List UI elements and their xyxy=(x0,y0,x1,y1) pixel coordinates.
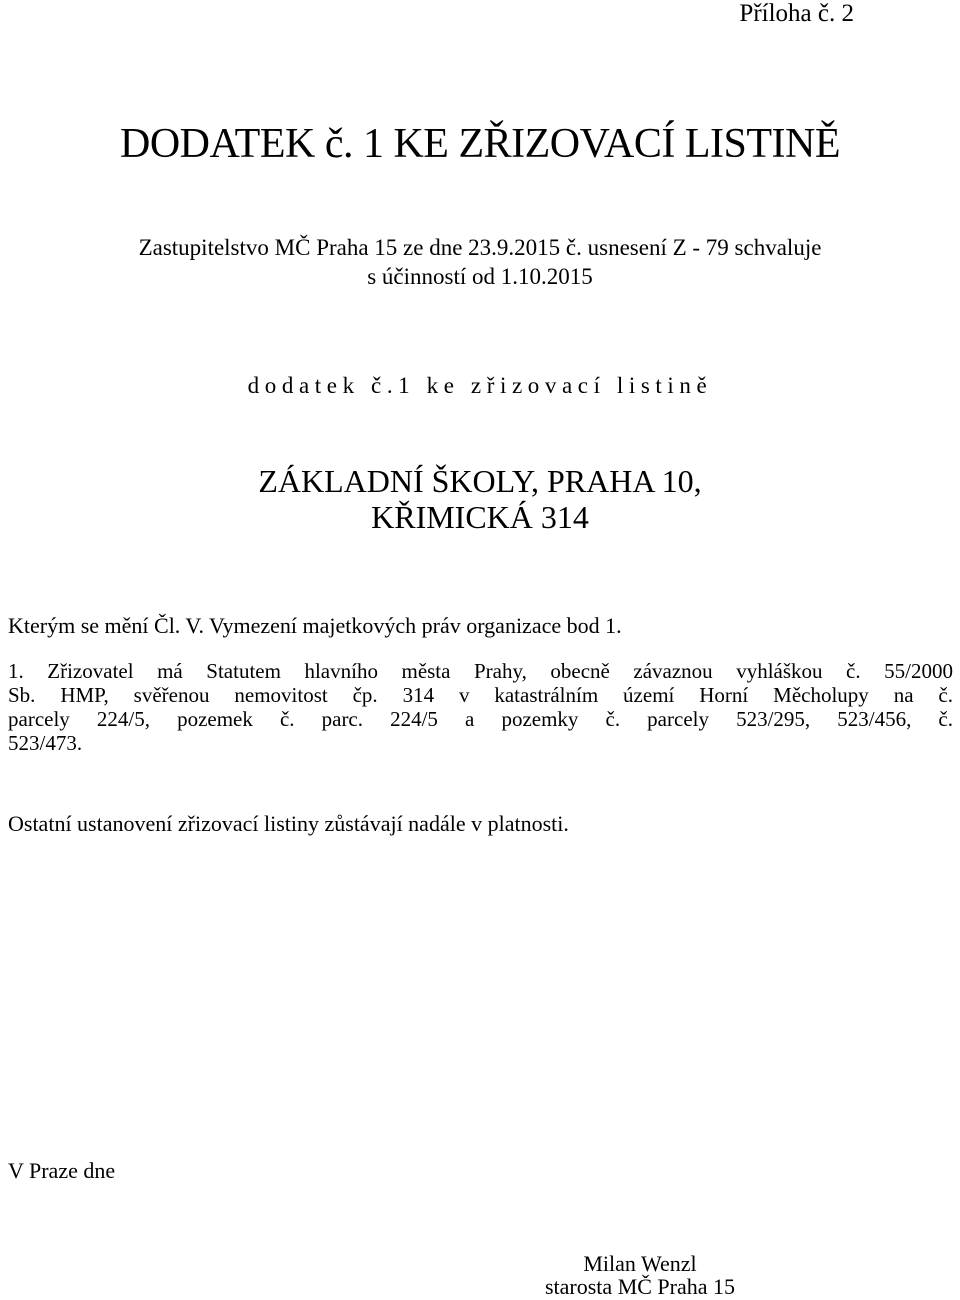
approval-line-1: Zastupitelstvo MČ Praha 15 ze dne 23.9.2015 č. usnesení Z - 79 schvaluje xyxy=(138,235,822,260)
amendment-heading: dodatek č.1 ke zřizovací listině xyxy=(247,373,713,398)
signatory-block xyxy=(530,1252,750,1298)
appendix-label: Příloha č. 2 xyxy=(739,0,854,27)
place-date: V Praze dne xyxy=(8,1158,116,1183)
signatory-name: Milan Wenzl xyxy=(583,1251,697,1276)
change-intro: Kterým se mění Čl. V. Vymezení majetkových práv organizace bod 1. xyxy=(8,613,622,638)
change-line-3: parcely 224/5, pozemek č. parc. 224/5 a pozemky č. parcely 523/295, 523/456, č. xyxy=(8,707,953,731)
school-name-line-1: ZÁKLADNÍ ŠKOLY, PRAHA 10, xyxy=(258,463,702,499)
change-line-1: 1. Zřizovatel má Statutem hlavního města Prahy, obecně závaznou vyhláškou č. 55/2000 xyxy=(8,659,953,683)
school-name xyxy=(0,463,960,535)
change-line-2: Sb. HMP, svěřenou nemovitost čp. 314 v katastrálním území Horní Měcholupy na č. xyxy=(8,683,953,707)
approval-statement xyxy=(0,233,960,291)
remainder-statement: Ostatní ustanovení zřizovací listiny zůstávají nadále v platnosti. xyxy=(8,811,569,836)
approval-line-2: s účinností od 1.10.2015 xyxy=(367,264,593,289)
document-title: DODATEK č. 1 KE ZŘIZOVACÍ LISTINĚ xyxy=(120,121,840,167)
signatory-title: starosta MČ Praha 15 xyxy=(544,1274,736,1299)
change-line-4: 523/473. xyxy=(8,731,83,755)
change-paragraph xyxy=(8,659,953,755)
school-name-line-2: KŘIMICKÁ 314 xyxy=(371,499,589,535)
